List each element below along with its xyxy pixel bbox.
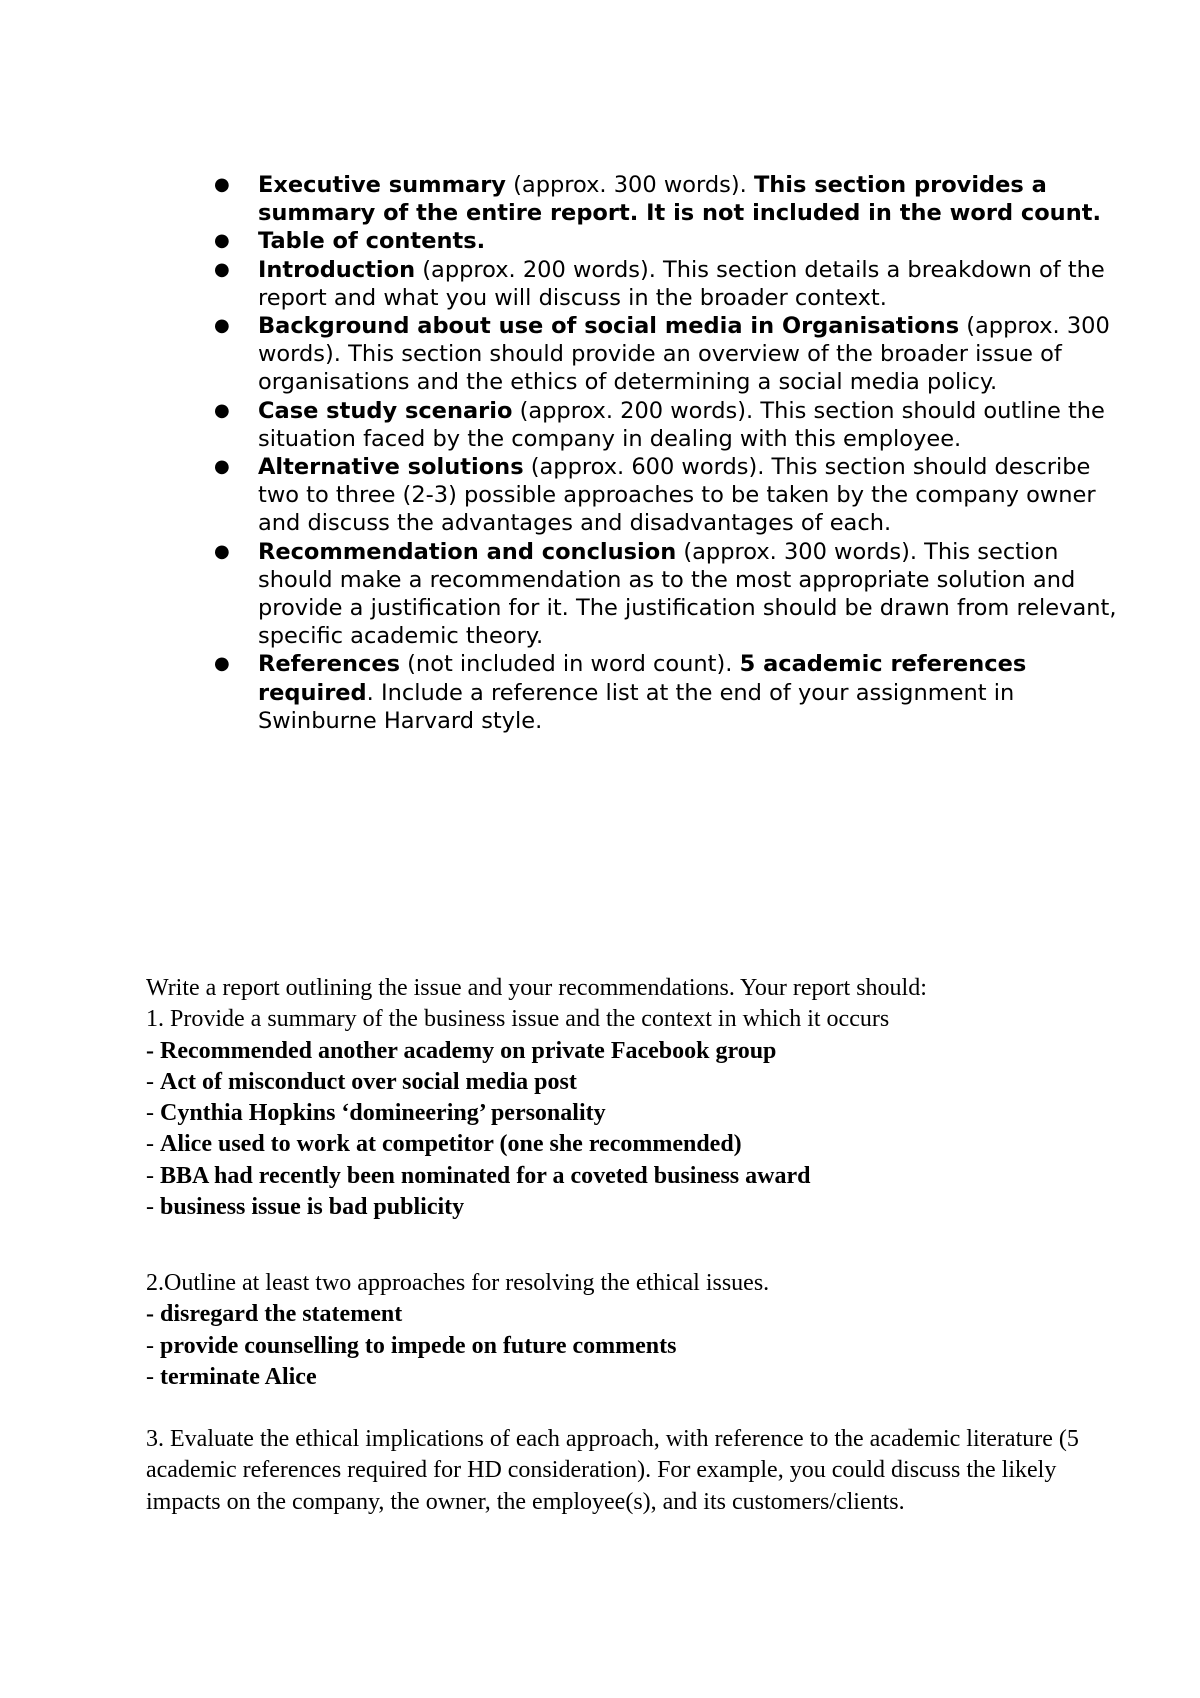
section-text: (approx. 300 words). This section should provide an overview of the broader issue of organisations and the ethics of determining a social media policy. <box>258 313 1110 396</box>
note-line: - business issue is bad publicity <box>146 1194 465 1221</box>
note-line: - terminate Alice <box>146 1363 317 1390</box>
task-question-3-block <box>146 1424 1106 1518</box>
task-question-2: 2.Outline at least two approaches for resolving the ethical issues. <box>146 1270 770 1296</box>
list-item <box>214 538 1138 651</box>
task-intro: Write a report outlining the issue and your recommendations. Your report should: <box>146 975 927 1001</box>
note-line: - Act of misconduct over social media post <box>146 1068 577 1095</box>
list-item <box>214 256 1138 312</box>
section-title: Recommendation and conclusion <box>258 538 677 565</box>
section-title: Background about use of social media in Organisations <box>258 313 960 340</box>
list-item <box>214 397 1138 453</box>
report-sections-list <box>210 171 1138 735</box>
section-text: (approx. 200 words). This section details a breakdown of the report and what you will discuss in the broader context. <box>258 256 1105 311</box>
bullet-icon: ● <box>214 258 230 280</box>
bullet-icon: ● <box>214 399 230 421</box>
section-text: (not included in word count). <box>400 651 740 678</box>
note-line: - Cynthia Hopkins ‘domineering’ personality <box>146 1100 606 1127</box>
section-text: (approx. 300 words). <box>505 172 754 198</box>
list-item <box>214 650 1138 735</box>
section-emphasis: This section provides a summary of the entire report. It is not included in the word count. <box>258 172 1102 227</box>
list-item <box>214 312 1138 397</box>
bullet-icon: ● <box>214 456 230 478</box>
section-title: Case study scenario <box>258 397 513 424</box>
section-title: Executive summary <box>258 172 506 198</box>
note-line: - disregard the statement <box>146 1301 403 1328</box>
section-text: (approx. 200 words). This section should outline the situation faced by the company in dealing with this employee. <box>258 397 1105 452</box>
task-question-1-block <box>146 973 1106 1223</box>
note-line: - Alice used to work at competitor (one she recommended) <box>146 1131 742 1158</box>
task-question-1: 1. Provide a summary of the business issue and the context in which it occurs <box>146 1006 890 1033</box>
bullet-icon: ● <box>214 174 230 195</box>
note-line: - BBA had recently been nominated for a coveted business award <box>146 1162 811 1189</box>
note-line: - Recommended another academy on private Facebook group <box>146 1037 777 1064</box>
list-item <box>214 171 1138 227</box>
section-title: Introduction <box>258 256 416 283</box>
section-title: References <box>258 651 400 678</box>
task-question-3: 3. Evaluate the ethical implications of each approach, with reference to the academic literature (5 academic references required for HD consideration). For example, you could discuss the likely impacts on the company, the owner, the employee(s), and its customers/clients. <box>146 1426 1079 1515</box>
section-text: (approx. 600 words). This section should describe two to three (2-3) possible approaches to be taken by the company owner and discuss the advantages and disadvantages of each. <box>258 454 1096 537</box>
list-item <box>214 453 1138 538</box>
task-question-2-block <box>146 1268 1106 1393</box>
list-item <box>214 227 1138 255</box>
note-line: - provide counselling to impede on future comments <box>146 1332 677 1359</box>
bullet-icon: ● <box>214 315 230 337</box>
bullet-icon: ● <box>214 230 230 252</box>
section-title: Alternative solutions <box>258 454 524 481</box>
section-emphasis: 5 academic references required <box>258 651 1027 706</box>
section-title: Table of contents. <box>258 228 486 255</box>
bullet-icon: ● <box>214 653 230 675</box>
section-tail: . Include a reference list at the end of your assignment in Swinburne Harvard style. <box>258 679 1015 734</box>
section-text: (approx. 300 words). This section should make a recommendation as to the most appropriate solution and provide a justification for it. The justification should be drawn from relevant, specific academic theory. <box>258 538 1117 650</box>
bullet-icon: ● <box>214 540 230 562</box>
